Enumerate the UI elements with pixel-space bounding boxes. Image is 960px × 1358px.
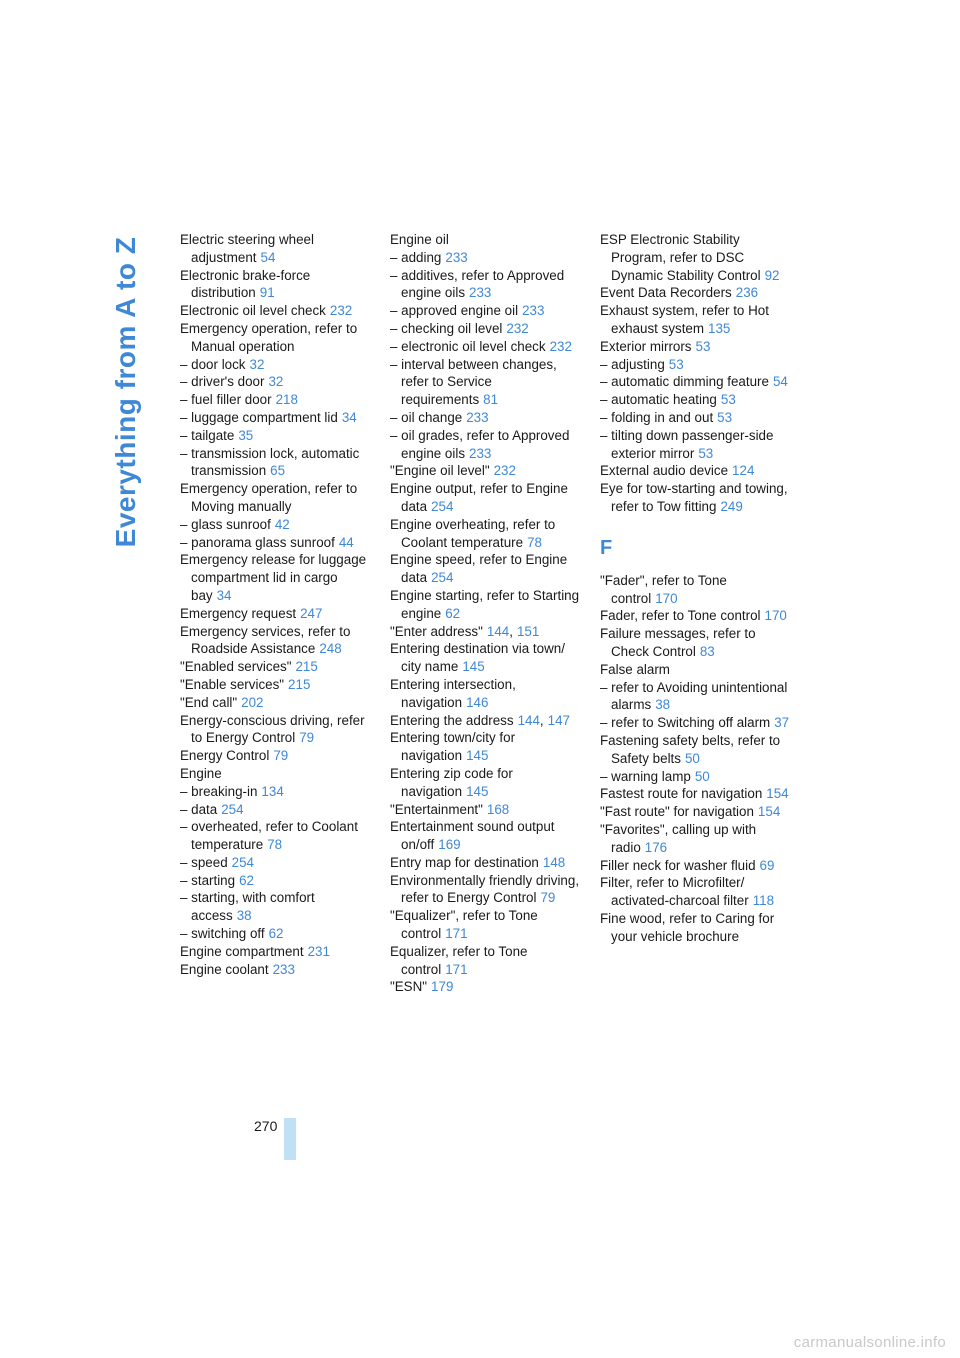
- index-entry: [180, 943, 370, 961]
- index-entry-text: Exterior mirrors: [600, 338, 692, 354]
- index-entry: [600, 231, 790, 284]
- index-entry-text: – luggage compartment lid: [180, 409, 338, 425]
- index-entry-text: "Enable services": [180, 676, 285, 692]
- index-subentry: [180, 356, 370, 374]
- index-entry: [600, 607, 790, 625]
- index-entry-text: Filler neck for washer fluid: [600, 857, 756, 873]
- index-entry: [600, 338, 790, 356]
- page-reference-link[interactable]: 232: [493, 463, 516, 479]
- page-reference-link[interactable]: 233: [469, 285, 492, 301]
- index-entry-text: – tailgate: [180, 427, 235, 443]
- index-entry: [180, 658, 370, 676]
- index-subentry: [600, 373, 790, 391]
- page-reference-link[interactable]: 135: [708, 320, 731, 336]
- index-entry: [390, 640, 580, 676]
- page-reference-link[interactable]: 154: [757, 804, 781, 820]
- index-entry-text: Energy-conscious driving, refer to Energy Control: [180, 712, 365, 746]
- index-entry-text: Emergency operation, refer to Manual operation: [180, 320, 358, 354]
- index-entry-text: Entry map for destination: [390, 854, 539, 870]
- index-entry: [390, 462, 580, 480]
- index-entry: [390, 587, 580, 623]
- page-reference-link[interactable]: 53: [717, 409, 733, 425]
- index-entry-text: Fastest route for navigation: [600, 786, 763, 802]
- index-entry-text: Engine starting, refer to Starting engine: [390, 587, 580, 621]
- index-entry-text: – speed: [180, 854, 228, 870]
- index-subentry: [180, 889, 370, 925]
- index-entry: [180, 712, 370, 748]
- index-entry: [390, 676, 580, 712]
- index-entry-text: "Fader", refer to Tone control: [600, 572, 727, 606]
- section-letter-heading: F: [600, 536, 613, 559]
- index-subentry: [180, 854, 370, 872]
- watermark: carmanualsonline.info: [793, 1334, 946, 1351]
- page-reference-link[interactable]: 35: [238, 427, 254, 443]
- index-column-3: [600, 231, 790, 945]
- index-entry: [390, 765, 580, 801]
- page-reference-link[interactable]: 54: [772, 374, 788, 390]
- page-reference-link[interactable]: 54: [260, 249, 276, 265]
- page-reference-link[interactable]: 170: [655, 590, 678, 606]
- page-reference-link[interactable]: 168: [486, 801, 510, 817]
- page-reference-link[interactable]: 171: [445, 926, 468, 942]
- index-entry: [180, 694, 370, 712]
- index-entry-text: False alarm: [600, 661, 670, 677]
- index-entry-text: Electronic oil level check: [180, 303, 326, 319]
- index-entry-text: Fastening safety belts, refer to Safety belts: [600, 732, 781, 766]
- index-entry: [600, 803, 790, 821]
- index-entry-text: – interval between changes, refer to Service requirements: [390, 356, 557, 408]
- index-entry-text: Fine wood, refer to Caring for your vehicle brochure: [600, 910, 775, 944]
- index-entry-text: "Fast route" for navigation: [600, 804, 754, 820]
- index-entry: [600, 874, 790, 910]
- index-entry: [600, 284, 790, 302]
- page-reference-link[interactable]: 254: [431, 498, 454, 514]
- page-reference-link[interactable]: 79: [299, 730, 315, 746]
- page-reference-link[interactable]: 232: [506, 320, 529, 336]
- index-entry: [180, 676, 370, 694]
- index-entry-text: Emergency operation, refer to Moving manually: [180, 481, 358, 514]
- index-entry: [180, 267, 370, 303]
- index-entry-text: – switching off: [180, 926, 265, 942]
- index-entry-text: Entering destination via town/ city name: [390, 641, 565, 675]
- page-reference-link[interactable]: 65: [270, 463, 286, 479]
- page-reference-link[interactable]: 254: [431, 570, 454, 586]
- index-entry: [390, 516, 580, 552]
- index-subentry: [180, 801, 370, 819]
- index-subentry: [390, 338, 580, 356]
- index-entry: [390, 818, 580, 854]
- index-entry-text: Event Data Recorders: [600, 285, 732, 301]
- page-reference-link[interactable]: 118: [752, 893, 775, 909]
- index-subentry: [600, 768, 790, 786]
- index-subentry: [600, 427, 790, 463]
- page-reference-link[interactable]: 231: [307, 943, 330, 959]
- index-subentry: [600, 356, 790, 374]
- page-reference-link[interactable]: 62: [445, 605, 461, 621]
- index-entry: [600, 785, 790, 803]
- index-entry-text: Emergency services, refer to Roadside Assistance: [180, 623, 351, 657]
- page-reference-link[interactable]: 247: [300, 605, 323, 621]
- index-entry-text: "Entertainment": [390, 801, 483, 817]
- index-column-2: [390, 231, 580, 996]
- index-entry-text: Electronic brake-force distribution: [180, 267, 311, 301]
- index-entry-text: Environmentally friendly driving, refer to Energy Control: [390, 872, 580, 906]
- page-reference-link[interactable]: 50: [694, 768, 710, 784]
- side-title: [96, 232, 156, 552]
- index-entry-text: Fader, refer to Tone control: [600, 608, 761, 624]
- index-entry-text: Entering zip code for navigation: [390, 765, 513, 799]
- index-entry-text: Entering town/city for navigation: [390, 730, 516, 764]
- index-subentry: [180, 409, 370, 427]
- index-subentry: [600, 679, 790, 715]
- index-entry-text: – warning lamp: [600, 768, 691, 784]
- page-reference-link[interactable]: 124: [732, 463, 755, 479]
- index-entry-text: Engine compartment: [180, 943, 304, 959]
- index-entry-text: – door lock: [180, 356, 246, 372]
- index-entry: [180, 765, 370, 783]
- index-entry-text: – starting, with comfort access: [180, 890, 315, 924]
- page-reference-link[interactable]: 233: [272, 961, 295, 977]
- index-entry: [180, 623, 370, 659]
- index-entry-text: Eye for tow-starting and towing, refer to Tow fitting: [600, 481, 788, 514]
- index-entry: [180, 320, 370, 356]
- page-reference-link[interactable]: 53: [695, 338, 711, 354]
- index-subentry: [180, 516, 370, 534]
- page-reference-link[interactable]: 53: [668, 356, 684, 372]
- page-reference-link[interactable]: 144: [486, 623, 510, 639]
- index-entry: [390, 907, 580, 943]
- page-reference-link[interactable]: 34: [216, 587, 232, 603]
- index-entry: [390, 480, 580, 516]
- index-subentry: [390, 409, 580, 427]
- index-entry-text: – breaking-in: [180, 783, 258, 799]
- index-entry-text: "Equalizer", refer to Tone control: [390, 908, 538, 942]
- page-reference-link[interactable]: 170: [764, 608, 787, 624]
- index-entry: [600, 661, 790, 679]
- index-entry-text: – electronic oil level check: [390, 338, 546, 354]
- index-entry: [180, 302, 370, 320]
- page-reference-link[interactable]: 134: [261, 783, 284, 799]
- index-subentry: [390, 427, 580, 463]
- page-reference-link[interactable]: 62: [268, 926, 284, 942]
- page-reference-link[interactable]: 34: [341, 409, 357, 425]
- index-entry-text: Entertainment sound output on/off: [390, 819, 555, 853]
- index-subentry: [180, 427, 370, 445]
- index-entry: [390, 872, 580, 908]
- page-reference-link[interactable]: 236: [735, 285, 759, 301]
- index-entry: [390, 231, 580, 249]
- index-entry-text: Failure messages, refer to Check Control: [600, 626, 756, 659]
- index-subentry: [390, 249, 580, 267]
- index-entry-text: Engine oil: [390, 232, 449, 247]
- index-entry-text: – starting: [180, 872, 236, 888]
- ref-separator: ,: [509, 623, 513, 639]
- page-reference-link[interactable]: 144: [517, 712, 540, 728]
- index-entry-text: Electric steering wheel adjustment: [180, 232, 314, 265]
- page-number: 270: [254, 1118, 278, 1134]
- page-reference-link[interactable]: 69: [759, 857, 775, 873]
- index-entry-text: ESP Electronic Stability Program, refer to DSC Dynamic Stability Control: [600, 232, 761, 283]
- index-entry-text: Emergency request: [180, 605, 297, 621]
- index-entry-text: Engine speed, refer to Engine data: [390, 552, 568, 586]
- index-entry: [180, 961, 370, 979]
- index-entry: [600, 910, 790, 946]
- index-entry-text: Entering intersection, navigation: [390, 676, 516, 710]
- index-entry-text: Energy Control: [180, 748, 270, 764]
- index-entry: [390, 978, 580, 996]
- index-entry: [600, 821, 790, 857]
- page-reference-link[interactable]: 218: [275, 392, 298, 408]
- page-reference-link[interactable]: 44: [338, 534, 354, 550]
- index-entry-text: Engine: [180, 765, 222, 781]
- index-entry: [180, 605, 370, 623]
- index-subentry: [390, 320, 580, 338]
- page-reference-link[interactable]: 145: [462, 659, 485, 675]
- index-entry: [600, 572, 790, 608]
- page-reference-link[interactable]: 169: [438, 837, 461, 853]
- index-subentry: [180, 534, 370, 552]
- index-entry-text: "Engine oil level": [390, 463, 490, 479]
- index-entry: [600, 480, 790, 516]
- index-entry-text: "Enter address": [390, 623, 483, 639]
- page-reference-link[interactable]: 151: [516, 623, 540, 639]
- index-entry-text: – approved engine oil: [390, 303, 519, 319]
- index-subentry: [600, 714, 790, 732]
- index-subentry: [390, 302, 580, 320]
- index-entry-text: "End call": [180, 694, 238, 710]
- page-reference-link[interactable]: 249: [720, 498, 743, 514]
- index-entry: [390, 943, 580, 979]
- index-entry: [390, 729, 580, 765]
- index-subentry: [180, 373, 370, 391]
- index-entry-text: – data: [180, 801, 218, 817]
- page-reference-link[interactable]: 79: [273, 748, 289, 764]
- index-entry-text: – panorama glass sunroof: [180, 534, 335, 550]
- index-entry-text: "Favorites", calling up with radio: [600, 821, 757, 855]
- index-entry-text: – driver's door: [180, 374, 265, 390]
- index-subentry: [180, 445, 370, 481]
- index-entry-text: – folding in and out: [600, 409, 714, 425]
- index-entry-text: – adding: [390, 249, 442, 265]
- index-entry: [390, 623, 580, 641]
- index-entry-text: Emergency release for luggage compartment lid in cargo bay: [180, 552, 367, 603]
- page-reference-link[interactable]: 232: [549, 338, 572, 354]
- index-entry: [180, 480, 370, 516]
- index-entry-text: – fuel filler door: [180, 392, 272, 408]
- index-entry: [180, 231, 370, 267]
- page-reference-link[interactable]: 145: [466, 783, 489, 799]
- index-entry-text: – oil change: [390, 409, 463, 425]
- page-number-bar: [284, 1118, 296, 1160]
- index-subentry: [180, 925, 370, 943]
- index-entry-text: Engine overheating, refer to Coolant temperature: [390, 516, 556, 550]
- index-entry-text: – overheated, refer to Coolant temperature: [180, 819, 358, 853]
- index-entry: [390, 551, 580, 587]
- index-entry-text: Equalizer, refer to Tone control: [390, 943, 528, 977]
- index-subentry: [600, 391, 790, 409]
- page-reference-link[interactable]: 215: [295, 659, 318, 675]
- index-entry-text: – automatic heating: [600, 392, 717, 408]
- page-reference-link[interactable]: 42: [274, 516, 290, 532]
- index-subentry: [390, 267, 580, 303]
- index-column-1: [180, 231, 370, 978]
- index-entry-text: Engine output, refer to Engine data: [390, 481, 568, 514]
- index-entry-text: – refer to Switching off alarm: [600, 715, 771, 731]
- index-subentry: [180, 783, 370, 801]
- index-entry-text: – additives, refer to Approved engine oils: [390, 267, 565, 301]
- page-reference-link[interactable]: 83: [699, 643, 715, 659]
- page-reference-link[interactable]: 233: [445, 249, 468, 265]
- index-subentry: [180, 818, 370, 854]
- index-subentry: [390, 356, 580, 409]
- index-subentry: [180, 872, 370, 890]
- index-entry: [390, 801, 580, 819]
- page-reference-link[interactable]: 81: [483, 392, 499, 408]
- index-entry: [390, 712, 580, 730]
- page-reference-link[interactable]: 146: [466, 694, 489, 710]
- index-entry: [390, 854, 580, 872]
- index-entry: [600, 302, 790, 338]
- page-reference-link[interactable]: 171: [445, 961, 468, 977]
- side-title-text: Everything from A to Z: [110, 236, 141, 548]
- page-reference-link[interactable]: 233: [522, 303, 545, 319]
- index-entry-text: – transmission lock, automatic transmission: [180, 445, 360, 479]
- index-entry-text: – glass sunroof: [180, 516, 271, 532]
- page-reference-link[interactable]: 32: [249, 356, 265, 372]
- index-subentry: [600, 409, 790, 427]
- index-entry-text: – adjusting: [600, 356, 665, 372]
- page-reference-link[interactable]: 78: [267, 837, 283, 853]
- page-reference-link[interactable]: 50: [684, 750, 700, 766]
- page-reference-link[interactable]: 62: [239, 872, 254, 888]
- page-reference-link[interactable]: 38: [236, 908, 252, 924]
- index-entry-text: – checking oil level: [390, 320, 503, 336]
- index-entry: [600, 857, 790, 875]
- index-entry: [600, 732, 790, 768]
- index-entry-text: Exhaust system, refer to Hot exhaust system: [600, 303, 769, 336]
- index-entry: [180, 551, 370, 604]
- index-entry: [600, 625, 790, 661]
- page-reference-link[interactable]: 254: [231, 854, 254, 870]
- index-entry-text: External audio device: [600, 463, 729, 479]
- page-reference-link[interactable]: 37: [774, 715, 790, 731]
- page-reference-link[interactable]: 176: [644, 839, 668, 855]
- index-subentry: [180, 391, 370, 409]
- ref-separator: ,: [539, 712, 544, 728]
- index-entry: [600, 462, 790, 480]
- page-reference-link[interactable]: 202: [241, 694, 264, 710]
- page-reference-link[interactable]: 92: [764, 267, 780, 283]
- page-reference-link[interactable]: 32: [268, 374, 284, 390]
- page-reference-link[interactable]: 179: [431, 979, 454, 995]
- index-entry-text: – tilting down passenger-side exterior mirror: [600, 427, 774, 461]
- index-entry-text: Entering the address: [390, 712, 514, 728]
- index-entry: [180, 747, 370, 765]
- page-reference-link[interactable]: 145: [466, 748, 489, 764]
- index-entry-text: – refer to Avoiding unintentional alarms: [600, 679, 788, 713]
- page-reference-link[interactable]: 254: [221, 801, 244, 817]
- page-reference-link[interactable]: 38: [655, 697, 671, 713]
- page-reference-link[interactable]: 248: [319, 641, 342, 657]
- page-reference-link[interactable]: 79: [540, 890, 556, 906]
- page-reference-link[interactable]: 215: [288, 676, 311, 692]
- page-reference-link[interactable]: 91: [259, 285, 275, 301]
- index-entry-text: "ESN": [390, 979, 428, 995]
- page-reference-link[interactable]: 78: [527, 534, 542, 550]
- index-entry-text: – oil grades, refer to Approved engine oils: [390, 427, 570, 461]
- page-reference-link[interactable]: 233: [466, 409, 489, 425]
- page-reference-link[interactable]: 53: [698, 445, 714, 461]
- index-entry-text: Engine coolant: [180, 961, 269, 977]
- index-entry-text: "Enabled services": [180, 659, 292, 675]
- page-reference-link[interactable]: 147: [547, 712, 570, 728]
- page-reference-link[interactable]: 148: [542, 854, 566, 870]
- page-reference-link[interactable]: 232: [329, 303, 353, 319]
- page-reference-link[interactable]: 53: [720, 392, 736, 408]
- page-reference-link[interactable]: 233: [469, 445, 492, 461]
- index-entry-text: – automatic dimming feature: [600, 374, 769, 390]
- index-entry-text: Filter, refer to Microfilter/ activated-charcoal filter: [600, 875, 749, 909]
- page-reference-link[interactable]: 154: [766, 786, 789, 802]
